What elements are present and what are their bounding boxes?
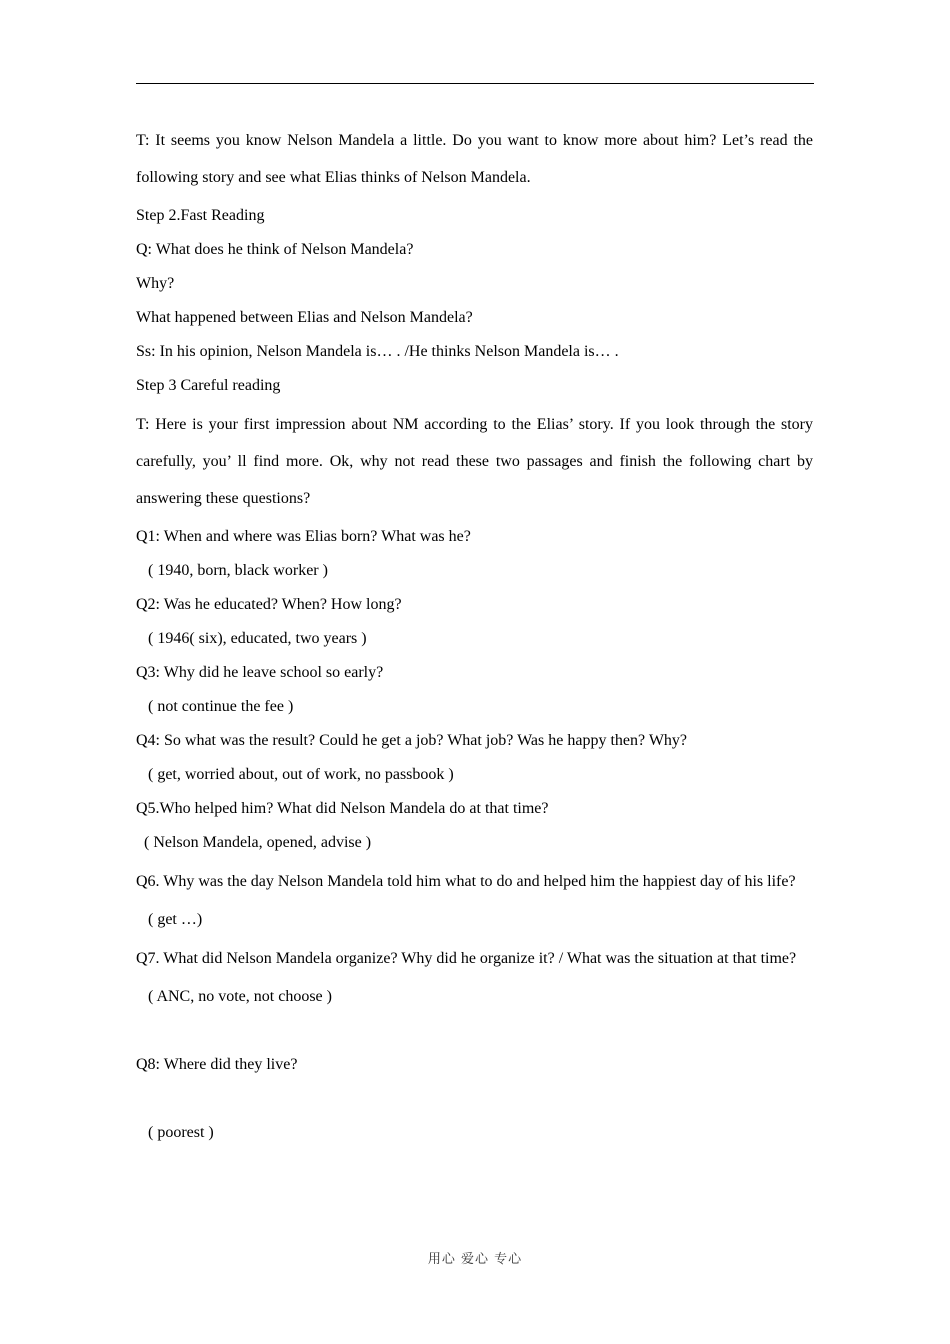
answer-3: ( not continue the fee ) xyxy=(148,698,294,715)
question-4: Q4: So what was the result? Could he get a job? What job? Was he happy then? Why? xyxy=(136,732,688,749)
question-6: Q6. Why was the day Nelson Mandela told him what to do and helped him the happiest day of his life? xyxy=(136,873,796,890)
document-body xyxy=(136,122,813,1153)
blank-spacer xyxy=(136,1017,813,1051)
fast-reading-question-2: Why? xyxy=(136,275,175,292)
blank-spacer xyxy=(136,1085,813,1119)
answer-7: ( ANC, no vote, not choose ) xyxy=(148,988,332,1005)
question-1: Q1: When and where was Elias born? What was he? xyxy=(136,528,471,545)
step-2-heading: Step 2.Fast Reading xyxy=(136,207,265,224)
answer-8: ( poorest ) xyxy=(148,1124,214,1141)
answer-2: ( 1946( six), educated, two years ) xyxy=(148,630,367,647)
page-footer: 用心 爱心 专心 xyxy=(427,1252,523,1267)
fast-reading-answer: Ss: In his opinion, Nelson Mandela is… . /He thinks Nelson Mandela is… . xyxy=(136,343,619,360)
careful-reading-intro: T: Here is your first impression about NM according to the Elias’ story. If you look through the story carefully, you’ ll find more. Ok, why not read these two passages and finish the following chart by answering these questions? xyxy=(136,416,813,507)
answer-4: ( get, worried about, out of work, no passbook ) xyxy=(148,766,454,783)
answer-5: ( Nelson Mandela, opened, advise ) xyxy=(144,834,372,851)
question-3: Q3: Why did he leave school so early? xyxy=(136,664,384,681)
step-3-heading: Step 3 Careful reading xyxy=(136,377,281,394)
intro-paragraph: T: It seems you know Nelson Mandela a little. Do you want to know more about him? Let’s read the following story and see what Elias thinks of Nelson Mandela. xyxy=(136,132,813,186)
question-7: Q7. What did Nelson Mandela organize? Why did he organize it? / What was the situation at that time? xyxy=(136,950,797,967)
question-2: Q2: Was he educated? When? How long? xyxy=(136,596,402,613)
answer-6: ( get …) xyxy=(148,911,203,928)
header-rule xyxy=(136,83,814,84)
fast-reading-question-3: What happened between Elias and Nelson Mandela? xyxy=(136,309,473,326)
fast-reading-question-1: Q: What does he think of Nelson Mandela? xyxy=(136,241,414,258)
question-5: Q5.Who helped him? What did Nelson Mandela do at that time? xyxy=(136,800,549,817)
answer-1: ( 1940, born, black worker ) xyxy=(148,562,328,579)
question-8: Q8: Where did they live? xyxy=(136,1056,298,1073)
